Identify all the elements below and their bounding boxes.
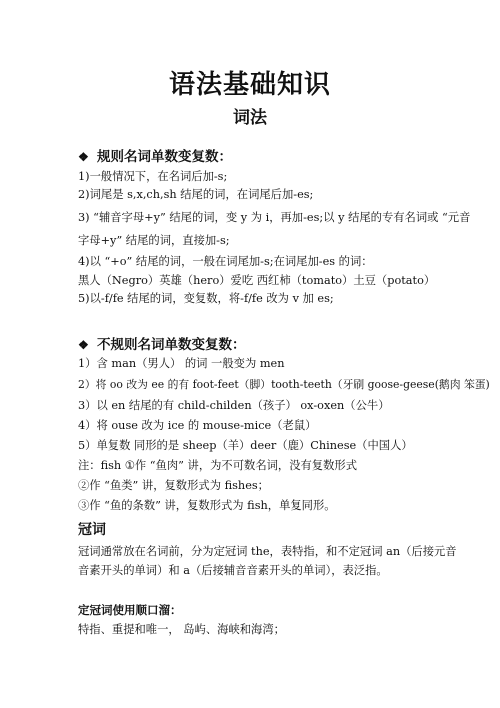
text-line: 冠词通常放在名词前，分为定冠词 the，表特指，和不定冠词 an（后接元音	[78, 545, 457, 558]
text-line: 1）含 man（男人） 的词 一般变为 men	[78, 357, 285, 370]
text-line: 3）以 en 结尾的有 child-childen（孩子） ox-oxen（公牛）	[78, 399, 390, 412]
text-line: 黑人（Negro）英雄（hero）爱吃 西红柿（tomato）土豆（potato）	[78, 274, 436, 287]
text-line: 5）单复数 同形的是 sheep（羊）deer（鹿）Chinese（中国人）	[78, 439, 413, 452]
text-line: 2）将 oo 改为 ee 的有 foot-feet（脚）tooth-teeth（牙刷 goose-geese(鹅肉 笨蛋)	[78, 378, 490, 391]
text-line: ③作 “鱼的条数” 讲，复数形式为 fish，单复同形。	[78, 499, 336, 512]
text-line: 音素开头的单词）和 a（后接辅音音素开头的单词），表泛指。	[78, 564, 388, 577]
text-line: 4）将 ouse 改为 ice 的 mouse-mice（老鼠）	[78, 419, 317, 432]
section-irregular-plural	[78, 333, 246, 353]
text-line: 5)以-f/fe 结尾的词，变复数，将-f/fe 改为 v 加 es;	[78, 292, 334, 305]
section-regular-plural	[78, 145, 232, 165]
section-heading: 规则名词单数变复数：	[97, 149, 232, 165]
text-line: 2)词尾是 s,x,ch,sh 结尾的词，在词尾后加-es;	[78, 188, 314, 201]
text-line: 特指、重提和唯一， 岛屿、海峡和海湾；	[78, 623, 285, 636]
document-title: 语法基础知识	[168, 70, 331, 100]
section-heading-definite-article: 定冠词使用顺口溜：	[78, 603, 182, 617]
diamond-bullet-icon: ❖	[78, 150, 89, 164]
text-line: 3) “辅音字母+y” 结尾的词，变 y 为 i，再加-es;以 y 结尾的专有名词或 “元音	[78, 211, 471, 224]
text-line: 1)一般情况下，在名词后加-s;	[78, 170, 228, 183]
diamond-bullet-icon: ❖	[78, 338, 89, 352]
section-heading: 不规则名词单数变复数：	[97, 337, 246, 353]
text-line: 4)以 “+o” 结尾的词，一般在词尾加-s;在词尾加-es 的词：	[78, 255, 373, 268]
section-heading-article: 冠词	[78, 522, 106, 538]
document-subtitle: 词法	[233, 108, 267, 128]
text-line: ②作 “鱼类” 讲，复数形式为 fishes；	[78, 479, 269, 492]
text-line: 字母+y” 结尾的词，直接加-s;	[78, 234, 230, 247]
text-line: 注：fish ①作 “鱼肉” 讲，为不可数名词，没有复数形式	[78, 459, 357, 472]
